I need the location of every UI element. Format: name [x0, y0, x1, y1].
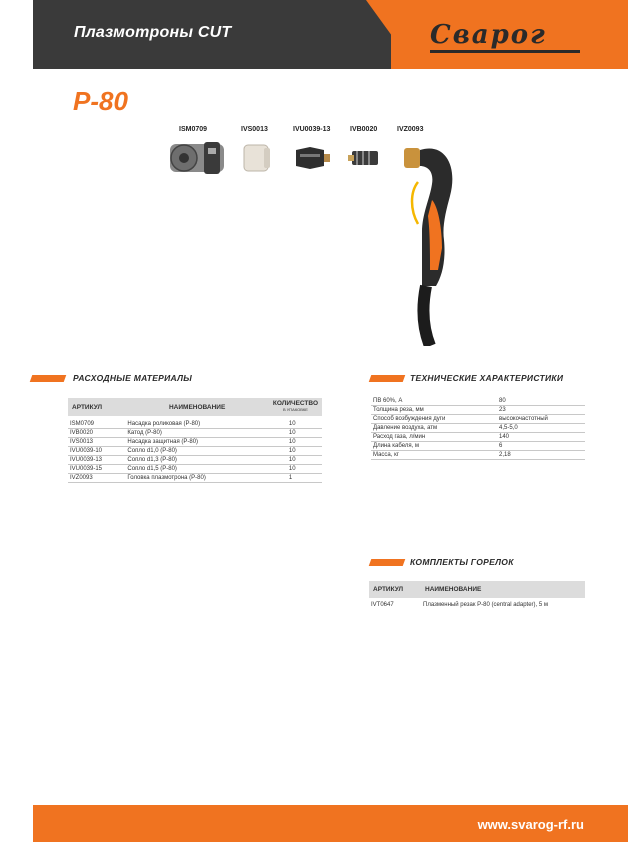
- table-row: [68, 456, 322, 465]
- consumables-header-name: НАИМЕНОВАНИЕ: [125, 398, 269, 416]
- specs-title: ТЕХНИЧЕСКИЕ ХАРАКТЕРИСТИКИ: [410, 373, 564, 383]
- spec-label: Длина кабеля, м: [371, 442, 497, 451]
- cell-name: Головка плазмотрона (P-80): [125, 474, 269, 483]
- spec-value: 4,5-5,0: [497, 424, 585, 433]
- kits-header-article: АРТИКУЛ: [369, 581, 421, 598]
- page-title: Плазмотроны CUT: [74, 24, 232, 41]
- cell-article: IVB0020: [68, 429, 125, 438]
- spec-row: [371, 442, 585, 451]
- spec-value: 2,18: [497, 451, 585, 460]
- spec-row: [371, 415, 585, 424]
- specs-bar: [369, 375, 406, 382]
- consumables-header-article: АРТИКУЛ: [68, 398, 125, 416]
- footer-url[interactable]: www.svarog-rf.ru: [477, 817, 584, 832]
- table-row: [68, 420, 322, 429]
- consumables-header-qty: [269, 398, 322, 416]
- cell-article: IVU0039-15: [68, 465, 125, 474]
- cell-article: ISM0709: [68, 420, 125, 429]
- table-row: [68, 429, 322, 438]
- spec-row: [371, 451, 585, 460]
- tip-icon: [296, 147, 330, 169]
- table-row: [68, 465, 322, 474]
- cell-qty: 10: [269, 438, 322, 447]
- shield-nozzle-icon: [244, 145, 270, 171]
- table-row: [68, 447, 322, 456]
- part-label-4: IVB0020: [350, 126, 378, 133]
- part-label-5: IVZ0093: [397, 126, 424, 133]
- cell-name: Насадка роликовая (P-80): [125, 420, 269, 429]
- part-label-1: ISM0709: [179, 126, 208, 133]
- cell-qty: 10: [269, 429, 322, 438]
- cell-qty: 10: [269, 420, 322, 429]
- spec-label: Масса, кг: [371, 451, 497, 460]
- cell-qty: 10: [269, 447, 322, 456]
- spec-label: Толщина реза, мм: [371, 406, 497, 415]
- spec-value: 6: [497, 442, 585, 451]
- footer-bar: [33, 805, 628, 842]
- cell-name: Сопло d1,3 (P-80): [125, 456, 269, 465]
- cell-qty: 1: [269, 474, 322, 483]
- cell-name: Насадка защитная (P-80): [125, 438, 269, 447]
- qty-note: В УПАКОВКЕ: [282, 407, 308, 412]
- kits-title: КОМПЛЕКТЫ ГОРЕЛОК: [410, 557, 514, 567]
- cell-name: Катод (P-80): [125, 429, 269, 438]
- part-label-2: IVS0013: [241, 126, 268, 133]
- spec-row: [371, 397, 585, 406]
- cell-article: IVT0647: [371, 602, 394, 608]
- parts-illustration: [160, 136, 470, 346]
- cell-article: IVZ0093: [68, 474, 125, 483]
- consumables-title: РАСХОДНЫЕ МАТЕРИАЛЫ: [73, 373, 193, 383]
- qty-label: КОЛИЧЕСТВО: [272, 400, 318, 407]
- kits-table: [369, 581, 585, 609]
- spec-row: [371, 424, 585, 433]
- consumables-table: [68, 398, 322, 483]
- brand-logo-underline: [430, 50, 580, 53]
- kits-header: [369, 581, 585, 598]
- cell-name: Сопло d1,0 (P-80): [125, 447, 269, 456]
- spec-value: 23: [497, 406, 585, 415]
- specs-table: [371, 397, 585, 460]
- spec-label: Давление воздуха, атм: [371, 424, 497, 433]
- kits-header-name: НАИМЕНОВАНИЕ: [421, 581, 585, 598]
- header-diagonal: [366, 0, 416, 69]
- part-label-3: IVU0039-13: [293, 126, 331, 133]
- cell-qty: 10: [269, 465, 322, 474]
- cell-name: Плазменный резак P-80 (central adapter), 5 м: [423, 602, 549, 608]
- spec-label: Способ возбуждения дуги: [371, 415, 497, 424]
- spec-value: высокочастотный: [497, 415, 585, 424]
- cell-qty: 10: [269, 456, 322, 465]
- cell-article: IVU0039-10: [68, 447, 125, 456]
- table-row: [369, 601, 585, 609]
- spec-value: 140: [497, 433, 585, 442]
- table-row: [68, 438, 322, 447]
- spec-row: [371, 406, 585, 415]
- spec-label: ПВ 60%, А: [371, 397, 497, 406]
- cell-article: IVS0013: [68, 438, 125, 447]
- kits-bar: [369, 559, 406, 566]
- roller-nozzle-icon: [170, 142, 224, 174]
- table-row: [68, 474, 322, 483]
- spec-row: [371, 433, 585, 442]
- spec-value: 80: [497, 397, 585, 406]
- spec-label: Расход газа, л/мин: [371, 433, 497, 442]
- cell-name: Сопло d1,5 (P-80): [125, 465, 269, 474]
- cathode-icon: [348, 151, 378, 165]
- consumables-bar: [30, 375, 67, 382]
- model-title: P-80: [73, 86, 128, 116]
- torch-icon: [404, 148, 452, 346]
- consumables-header: [68, 398, 322, 416]
- cell-article: IVU0039-13: [68, 456, 125, 465]
- brand-logo: Сварог: [430, 20, 547, 50]
